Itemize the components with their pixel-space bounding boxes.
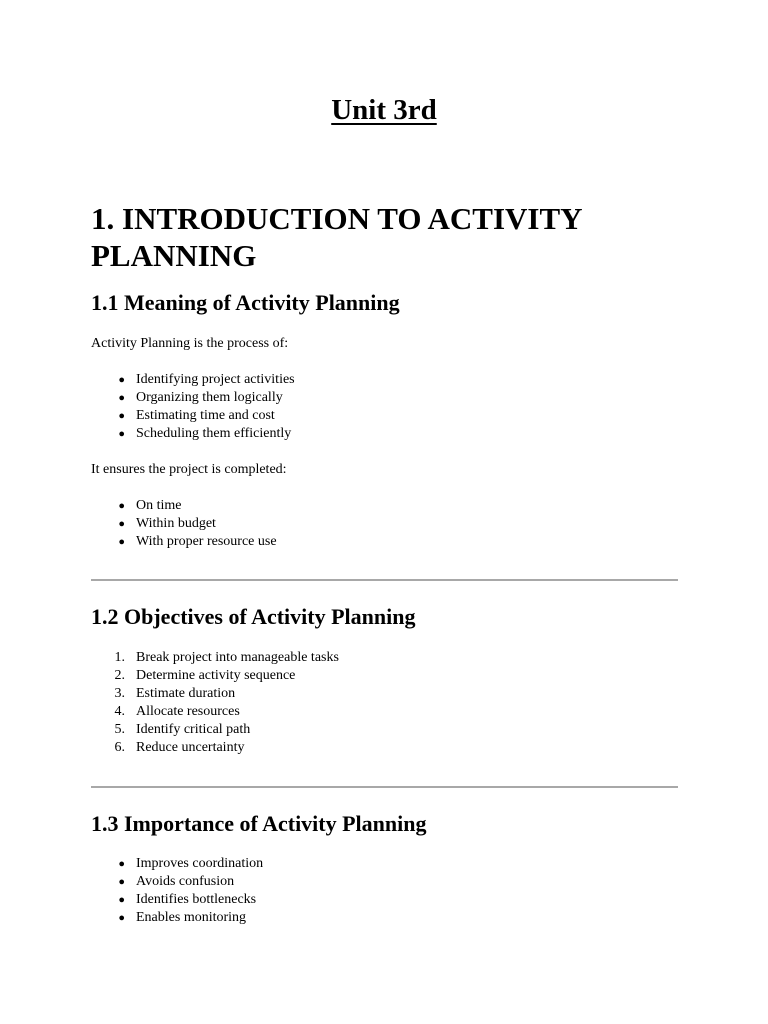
- list-item: 6. Reduce uncertainty: [91, 739, 339, 757]
- bullet-icon: ●: [118, 876, 125, 888]
- chapter-title: 1. INTRODUCTION TO ACTIVITY PLANNING: [91, 201, 582, 273]
- meaning-outcomes-list: [91, 497, 277, 551]
- list-number: 5.: [114, 722, 125, 737]
- objectives-list: [91, 649, 339, 757]
- list-number: 1.: [114, 650, 125, 665]
- meaning-intro-text: Activity Planning is the process of:: [91, 336, 289, 351]
- list-item: ● Estimating time and cost: [91, 407, 295, 425]
- list-number: 3.: [114, 686, 125, 701]
- list-item: 3. Estimate duration: [91, 685, 339, 703]
- bullet-icon: ●: [118, 410, 125, 422]
- bullet-icon: ●: [118, 518, 125, 530]
- bullet-icon: ●: [118, 858, 125, 870]
- section-title-objectives: 1.2 Objectives of Activity Planning: [91, 604, 416, 629]
- list-item: ● Within budget: [91, 515, 277, 533]
- list-item: ● Scheduling them efficiently: [91, 425, 295, 443]
- bullet-icon: ●: [118, 500, 125, 512]
- bullet-icon: ●: [118, 912, 125, 924]
- list-item: 5. Identify critical path: [91, 721, 339, 739]
- bullet-icon: ●: [118, 374, 125, 386]
- importance-list: [91, 855, 263, 927]
- list-item: ● Identifies bottlenecks: [91, 891, 263, 909]
- list-item: ● Improves coordination: [91, 855, 263, 873]
- meaning-outro-text: It ensures the project is completed:: [91, 462, 287, 477]
- list-number: 2.: [114, 668, 125, 683]
- list-item: ● Identifying project activities: [91, 371, 295, 389]
- list-item: ● Avoids confusion: [91, 873, 263, 891]
- list-item: 4. Allocate resources: [91, 703, 339, 721]
- section-title-importance: 1.3 Importance of Activity Planning: [91, 811, 427, 836]
- bullet-icon: ●: [118, 536, 125, 548]
- bullet-icon: ●: [118, 428, 125, 440]
- bullet-icon: ●: [118, 392, 125, 404]
- list-item: ● Enables monitoring: [91, 909, 263, 927]
- bullet-icon: ●: [118, 894, 125, 906]
- meaning-activities-list: [91, 371, 295, 443]
- section-title-meaning: 1.1 Meaning of Activity Planning: [91, 290, 400, 315]
- section-divider: [91, 786, 678, 788]
- list-number: 4.: [114, 704, 125, 719]
- list-number: 6.: [114, 740, 125, 755]
- list-item: ● Organizing them logically: [91, 389, 295, 407]
- list-item: 2. Determine activity sequence: [91, 667, 339, 685]
- list-item: 1. Break project into manageable tasks: [91, 649, 339, 667]
- list-item: ● With proper resource use: [91, 533, 277, 551]
- unit-title: Unit 3rd: [331, 94, 437, 126]
- list-item: ● On time: [91, 497, 277, 515]
- section-divider: [91, 579, 678, 581]
